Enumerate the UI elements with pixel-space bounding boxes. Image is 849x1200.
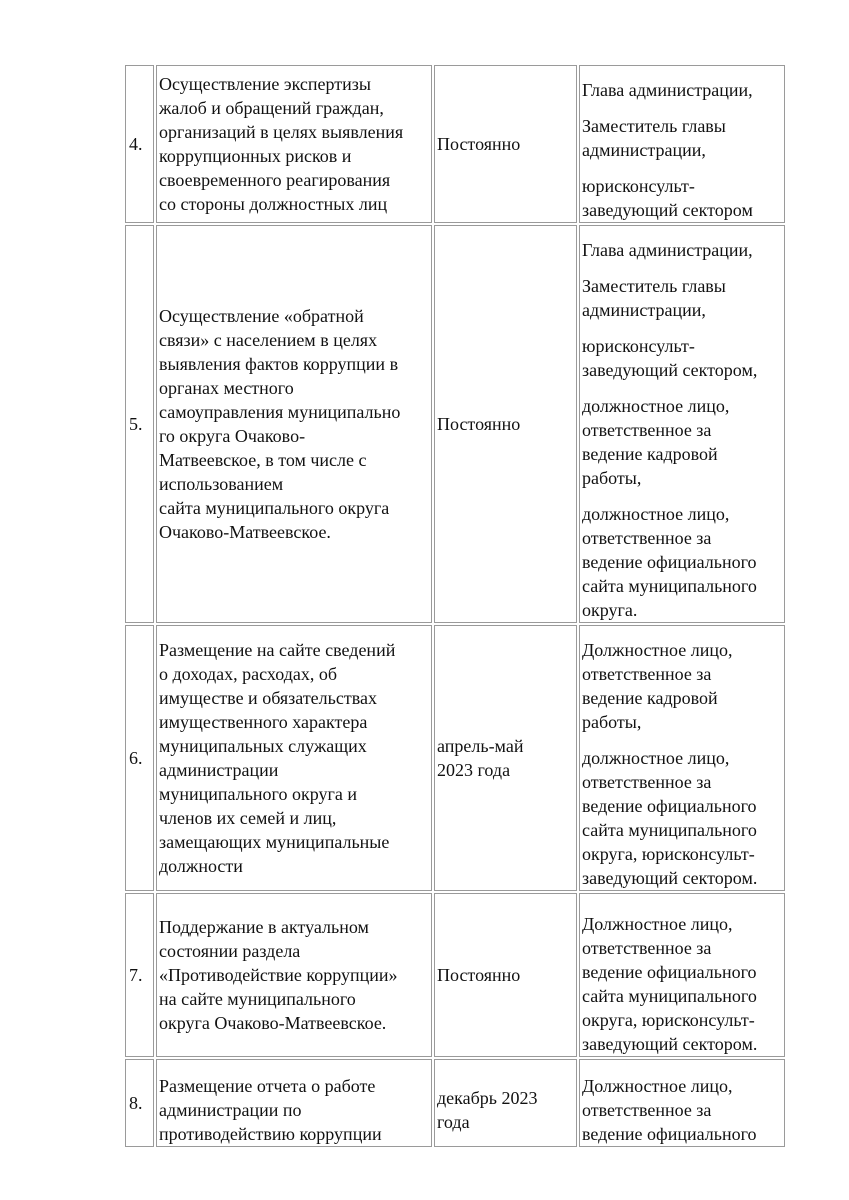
responsible-entry: Должностное лицо, ответственное за ведение официального сайта муниципального округа, юрисконсульт- заведующий сектором. xyxy=(582,914,758,1054)
table-row xyxy=(125,225,785,623)
measure-description: Размещение на сайте сведений о доходах, расходах, об имуществе и обязательствах имущественного характера муниципальных служащих администрации муниципального округа и членов их семей и лиц, замещающих муниципальные должности xyxy=(156,625,432,891)
responsible-persons xyxy=(579,65,785,223)
measure-description: Осуществление «обратной связи» с населением в целях выявления фактов коррупции в органах местного самоуправления муниципально го округа Очаково- Матвеевское, в том числе с использованием сайта муниципального округа Очаково-Матвеевское. xyxy=(156,225,432,623)
row-number: 6. xyxy=(125,625,154,891)
measure-term: Постоянно xyxy=(434,225,577,623)
responsible-persons xyxy=(579,893,785,1057)
responsible-persons xyxy=(579,225,785,623)
table-row xyxy=(125,65,785,223)
responsible-persons xyxy=(579,625,785,891)
measure-term: декабрь 2023 года xyxy=(434,1059,577,1147)
responsible-entry: должностное лицо, ответственное за ведение официального сайта муниципального округа, юрисконсульт- заведующий сектором. xyxy=(582,748,758,888)
responsible-entry: должностное лицо, ответственное за ведение официального сайта муниципального округа. xyxy=(582,504,757,620)
responsible-entry: Глава администрации, xyxy=(582,240,753,260)
row-number: 8. xyxy=(125,1059,154,1147)
responsible-entry: должностное лицо, ответственное за ведение кадровой работы, xyxy=(582,396,730,488)
responsible-entry: Заместитель главы администрации, xyxy=(582,116,726,160)
responsible-entry: юрисконсульт- заведующий сектором, xyxy=(582,336,758,380)
measures-table xyxy=(123,63,787,1149)
measure-description: Поддержание в актуальном состоянии раздела «Противодействие коррупции» на сайте муниципального округа Очаково-Матвеевское. xyxy=(156,893,432,1057)
responsible-entry: Должностное лицо, ответственное за ведение кадровой работы, xyxy=(582,640,733,732)
responsible-entry: Заместитель главы администрации, xyxy=(582,276,726,320)
measure-description: Осуществление экспертизы жалоб и обращений граждан, организаций в целях выявления коррупционных рисков и своевременного реагирования со стороны должностных лиц xyxy=(156,65,432,223)
table-row xyxy=(125,893,785,1057)
responsible-persons xyxy=(579,1059,785,1147)
row-number: 4. xyxy=(125,65,154,223)
responsible-entry: юрисконсульт- заведующий сектором xyxy=(582,176,753,220)
measure-term: апрель-май 2023 года xyxy=(434,625,577,891)
responsible-entry: Глава администрации, xyxy=(582,80,753,100)
responsible-entry: Должностное лицо, ответственное за ведение официального xyxy=(582,1076,757,1144)
measure-term: Постоянно xyxy=(434,65,577,223)
row-number: 5. xyxy=(125,225,154,623)
measure-term: Постоянно xyxy=(434,893,577,1057)
measure-description: Размещение отчета о работе администрации по противодействию коррупции xyxy=(156,1059,432,1147)
table-row xyxy=(125,625,785,891)
table-row xyxy=(125,1059,785,1147)
row-number: 7. xyxy=(125,893,154,1057)
